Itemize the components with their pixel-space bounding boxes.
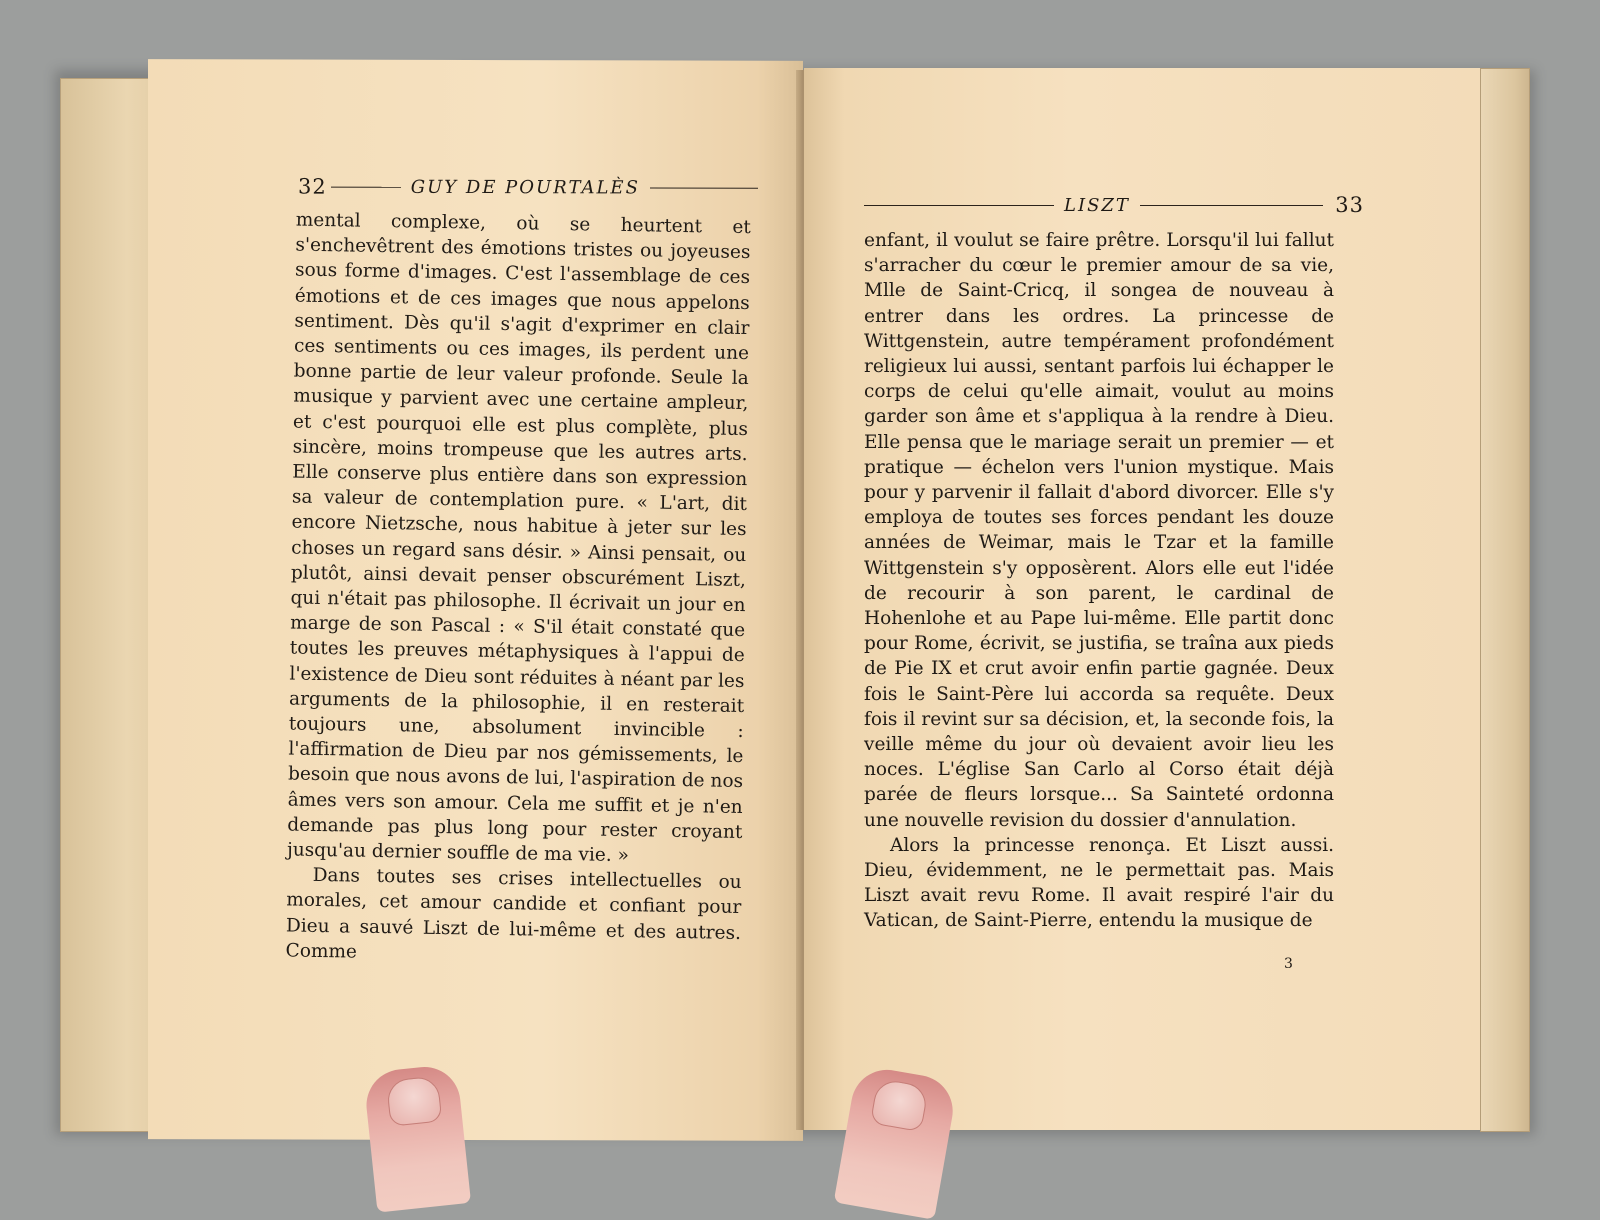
right-page-body <box>864 228 1334 934</box>
left-running-head <box>298 175 758 200</box>
head-rule <box>864 205 1054 206</box>
right-page <box>804 68 1480 1130</box>
signature-mark: 3 <box>1284 956 1293 972</box>
left-page <box>148 59 803 1141</box>
book-cover-edge-right <box>1480 68 1530 1132</box>
head-rule <box>331 186 401 187</box>
paragraph: enfant, il voulut se faire prêtre. Lorsqu'il lui fallut s'arracher du cœur le premier amour de sa vie, Mlle de Saint-Cricq, il songea de nouveau à entrer dans les ordres. La princesse de Wittgenstein, autre tempérament profondément religieux lui aussi, sentant parfois lui échapper le corps de celui qu'elle aimait, voulut au moins garder son âme et s'appliqua à la rendre à Dieu. Elle pensa que le mariage serait un premier — et pratique — échelon vers l'union mystique. Mais pour y parvenir il fallait d'abord divorcer. Elle s'y employa de toutes ses forces pendant les douze années de Weimar, mais le Tzar et la famille Wittgenstein s'y opposèrent. Alors elle eut l'idée de recourir à son parent, le cardinal de Hohenlohe et au Pape lui-même. Elle partit donc pour Rome, écrivit, se justifia, se traîna aux pieds de Pie IX et crut avoir enfin partie gagnée. Deux fois le Saint-Père lui accorda sa requête. Deux fois il revint sur sa décision, et, la seconde fois, la veille même du jour où devaient avoir lieu les noces. L'église San Carlo al Corso était déjà parée de fleurs lorsque... Sa Sainteté ordonna une nouvelle revision du dossier d'annulation. <box>864 230 1334 831</box>
paragraph: Dans toutes ses crises intellectuelles ou morales, cet amour candide et confiant pour Dieu a sauvé Liszt de lui-même et des autres. Comme <box>285 865 742 963</box>
right-running-title: LISZT <box>1064 194 1130 216</box>
paragraph: Alors la princesse renonça. Et Liszt aussi. Dieu, évidemment, ne le permettait pas. Mais Liszt avait revu Rome. Il avait respiré l'air du Vatican, de Saint-Pierre, entendu la musique de <box>864 834 1334 932</box>
head-rule <box>650 187 758 188</box>
left-running-title: GUY DE POURTALÈS <box>410 176 640 198</box>
left-thumb <box>363 1063 471 1212</box>
left-page-number: 32 <box>298 174 327 199</box>
thumbnail <box>870 1078 929 1132</box>
head-rule <box>1140 205 1323 206</box>
left-page-body <box>285 208 751 972</box>
right-running-head <box>864 193 1364 217</box>
thumbnail <box>386 1076 443 1127</box>
right-page-number: 33 <box>1335 193 1364 217</box>
paragraph: mental complexe, où se heurtent et s'enchevêtrent des émotions tristes ou joyeuses sous forme d'images. C'est l'assemblage de ces émotions et de ces images que nous appelons sentiment. Dès qu'il s'agit d'exprimer en clair ces sentiments ou ces images, ils perdent une bonne partie de leur valeur profonde. Seule la musique y parvient avec une certaine ampleur, et c'est pourquoi elle est plus complète, plus sincère, moins trompeuse que les autres arts. Elle conserve plus entière dans son expression sa valeur de contemplation pure. « L'art, dit encore Nietzsche, nous habitue à jeter sur les choses un regard sans désir. » Ainsi pensait, ou plutôt, ainsi devait penser obscurément Liszt, qui n'était pas philosophe. Il écrivait un jour en marge de son Pascal : « S'il était constaté que toutes les preuves métaphysiques à l'appui de l'existence de Dieu sont réduites à néant par les arguments de la philosophie, il en resterait toujours une, absolument invincible : l'affirmation de Dieu par nos gémissements, le besoin que nous avons de lui, l'aspiration de nos âmes vers son amour. Cela me suffit et je n'en demande pas plus long pour rester croyant jusqu'au dernier souffle de ma vie. » <box>286 209 751 867</box>
